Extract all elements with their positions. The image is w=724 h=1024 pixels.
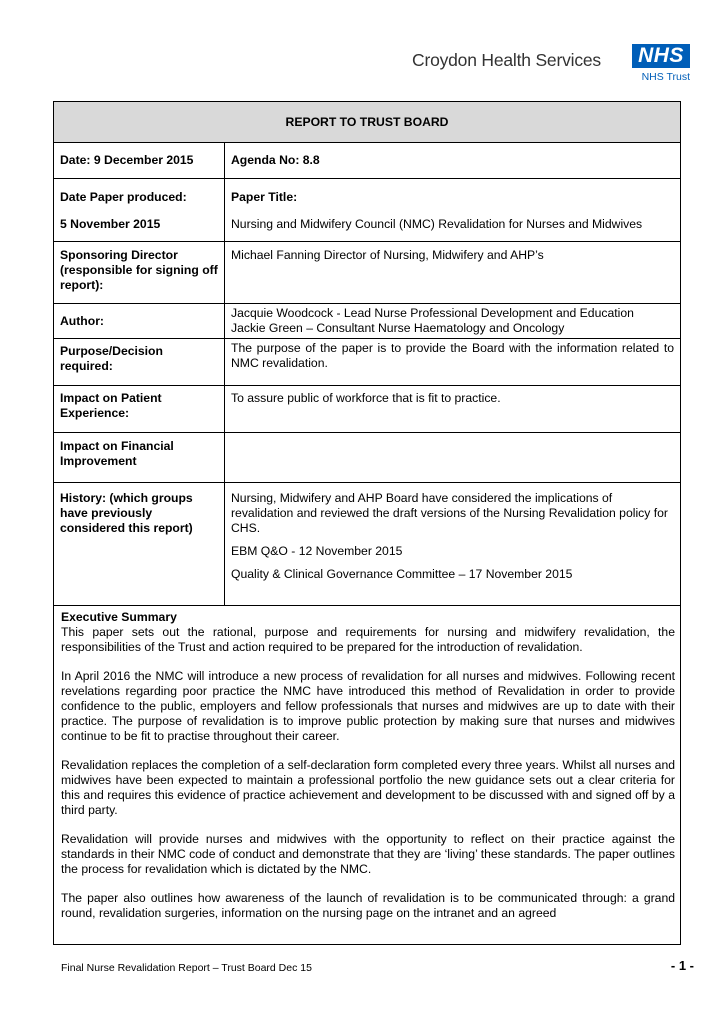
history-label: History: (which groups have previously considered this report) [54, 483, 225, 606]
author-value-cell [225, 304, 681, 339]
logo-org-name: Croydon Health Services [412, 50, 601, 70]
date-field: Date: 9 December 2015 [54, 143, 225, 179]
report-title: REPORT TO TRUST BOARD [54, 102, 681, 143]
history-paragraph-3: Quality & Clinical Governance Committee – 17 November 2015 [231, 567, 573, 581]
history-value-cell [225, 483, 681, 606]
author-label: Author: [54, 304, 225, 339]
summary-paragraph-1: This paper sets out the rational, purpose and requirements for nursing and midwifery revalidation, the responsibilities of the Trust and action required to be prepared for the introduction of revalidation. [61, 625, 675, 654]
sponsor-label: Sponsoring Director (responsible for signing off report): [54, 242, 225, 304]
author-line-2: Jackie Green – Consultant Nurse Haematology and Oncology [231, 321, 565, 335]
executive-summary-heading: Executive Summary [61, 610, 177, 624]
purpose-value: The purpose of the paper is to provide the Board with the information related to NMC revalidation. [225, 339, 681, 386]
patient-impact-value: To assure public of workforce that is fit to practice. [225, 386, 681, 433]
summary-paragraph-3: Revalidation replaces the completion of a self-declaration form completed every three years. Whilst all nurses and midwives have been expected to maintain a professional portfolio the new guidance sets out a clear criteria for this and requires this evidence of practice achievement and development to be discussed with and signed off by a third party. [61, 758, 675, 817]
executive-summary [61, 610, 675, 935]
summary-paragraph-2: In April 2016 the NMC will introduce a new process of revalidation for all nurses and midwives. Following recent revelations regarding poor practice the NMC have introduced this method of Revalidation in order to provide confidence to the public, employers and fellow professionals that nurses and midwives are up to date with their practice. The purpose of revalidation is to improve public protection by making sure that nurses and midwives continue to be fit to practise throughout their career. [61, 669, 675, 743]
purpose-label: Purpose/Decision required: [54, 339, 225, 386]
author-line-1: Jacquie Woodcock - Lead Nurse Professional Development and Education [231, 306, 634, 320]
footer-document-name: Final Nurse Revalidation Report – Trust Board Dec 15 [61, 962, 312, 974]
logo-trust-label: NHS Trust [641, 71, 690, 83]
date-produced-label: Date Paper produced: [60, 190, 187, 204]
nhs-logo-mark: NHS [632, 44, 690, 68]
trust-logo [412, 44, 690, 86]
summary-paragraph-4: Revalidation will provide nurses and midwives with the opportunity to reflect on their practice against the standards in their NMC code of conduct and demonstrate that they are ‘living’ these standards. The paper outlines the process for revalidation which is dictated by the NMC. [61, 832, 675, 876]
paper-title-value: Nursing and Midwifery Council (NMC) Revalidation for Nurses and Midwives [231, 217, 643, 231]
date-produced-cell [54, 179, 225, 242]
financial-impact-label: Impact on Financial Improvement [54, 433, 225, 483]
sponsor-value: Michael Fanning Director of Nursing, Midwifery and AHP’s [225, 242, 681, 304]
agenda-field: Agenda No: 8.8 [225, 143, 681, 179]
date-produced-value: 5 November 2015 [60, 217, 161, 231]
patient-impact-label: Impact on Patient Experience: [54, 386, 225, 433]
paper-title-label: Paper Title: [231, 190, 298, 204]
paper-title-cell [225, 179, 681, 242]
financial-impact-value [225, 433, 681, 483]
summary-paragraph-5: The paper also outlines how awareness of the launch of revalidation is to be communicated through: a grand round, revalidation surgeries, information on the nursing page on the intranet and an agreed [61, 891, 675, 920]
history-paragraph-1: Nursing, Midwifery and AHP Board have considered the implications of revalidation and reviewed the draft versions of the Nursing Revalidation policy for CHS. [231, 491, 668, 535]
footer-page-number: - 1 - [670, 958, 694, 973]
history-paragraph-2: EBM Q&O - 12 November 2015 [231, 544, 403, 558]
report-cover-table [53, 101, 681, 606]
